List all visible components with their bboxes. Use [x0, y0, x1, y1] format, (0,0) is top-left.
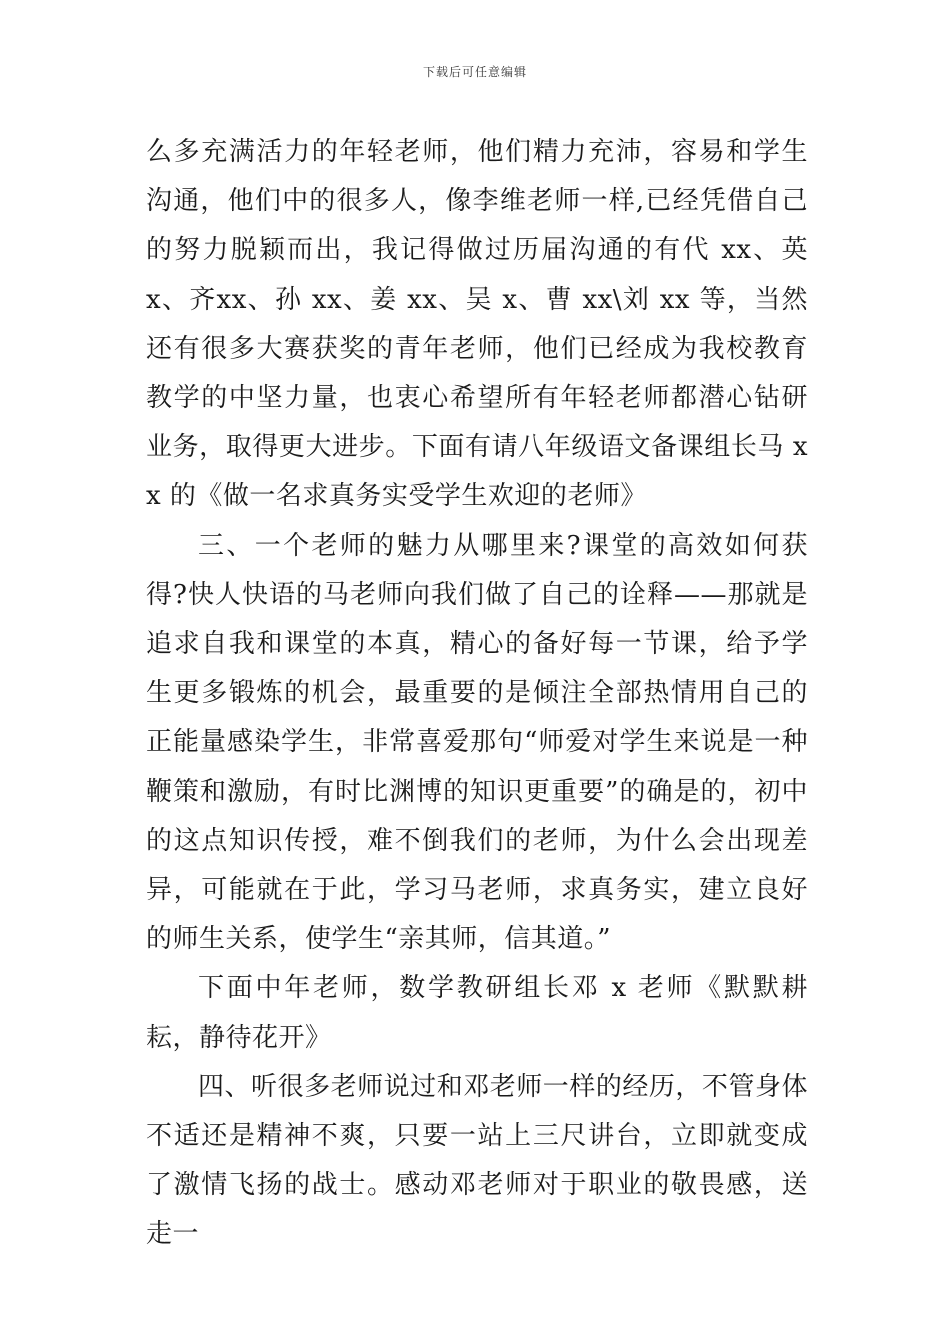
paragraph-4: 四、听很多老师说过和邓老师一样的经历，不管身体不适还是精神不爽，只要一站上三尺讲台，立即就变成了激情飞扬的战士。感动邓老师对于职业的敬畏感，送走一 — [146, 1071, 808, 1250]
paragraph-1: 么多充满活力的年轻老师，他们精力充沛，容易和学生沟通，他们中的很多人，像李维老师一样,已经凭借自己的努力脱颖而出，我记得做过历届沟通的有代 xx、英 x、齐xx、孙 xx、姜 xx、吴 x、曹 xx\刘 xx 等，当然还有很多大赛获奖的青年老师，他们已经成为我校教育教学的中坚力量，也衷心希望所有年轻老师都潜心钻研业务，取得更大进步。下面有请八年级语文备课组长马 xx 的《做一名求真务实受学生欢迎的老师》 — [146, 137, 808, 512]
paragraph-2: 三、一个老师的魅力从哪里来?课堂的高效如何获得?快人快语的马老师向我们做了自己的诠释——那就是追求自我和课堂的本真，精心的备好每一节课，给予学生更多锻炼的机会，最重要的是倾注全部热情用自己的正能量感染学生，非常喜爱那句“师爱对学生来说是一种鞭策和激励，有时比渊博的知识更重要”的确是的，初中的这点知识传授，难不倒我们的老师，为什么会出现差异，可能就在于此，学习马老师，求真务实，建立良好的师生关系，使学生“亲其师，信其道。” — [146, 530, 808, 955]
paragraph-3: 下面中年老师，数学教研组长邓 x 老师《默默耕耘，静待花开》 — [146, 973, 808, 1053]
page-header: 下载后可任意编辑 — [422, 65, 527, 79]
document-body — [146, 128, 808, 1260]
